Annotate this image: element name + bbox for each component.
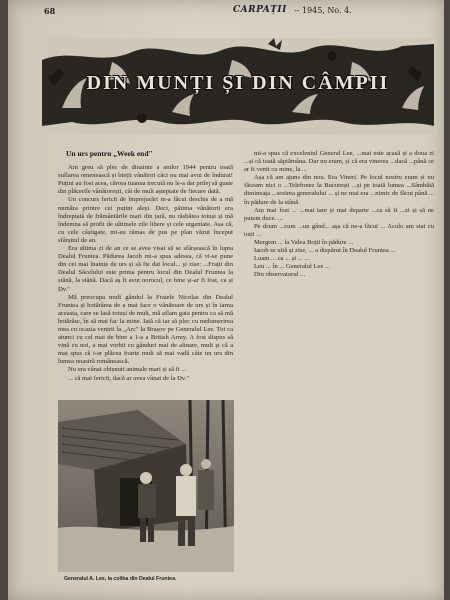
photo-hut-general: [58, 400, 234, 572]
page-number: 68: [44, 6, 56, 16]
photo-caption: Generalul A. Lee, la coliba din Dealul Fruntea.: [64, 576, 177, 582]
paragraph: Nu era vânat obișnuit animale mari și să fi ...: [68, 366, 187, 374]
running-head: [18, 6, 434, 20]
paragraph: Un concurs fericit de împrejurări m-a făcut deschis de a mă număra printre cei puțini aleși. Deci, pătima vânătorii era îndreptată de frământările mari din țară, nu răsbătea totuși și mă îndemna să profit de ultimele zile libere și cele urgentate. Așa că, cu cele câștigate, mi-au rămas de pus pe plan văzut început sfârșitul de an.: [58, 196, 233, 244]
paragraph: Așa că am ajuns din nou. Era Vineri. Pe locul nostru eram și nu făceam nici o ...Telefonez la București ...și pe toată lumea ...Sâmbătă dimineața ...sosirea generalului ... și ne mai era ...nimic de făcut până ... în pădure de la stână.: [244, 174, 434, 206]
paragraph: Iacob se uită și zise, ... a dispărut în Dealul Fruntea ...: [254, 247, 396, 255]
banner-title: DIN MUNȚI ȘI DIN CÂMPII: [86, 72, 390, 94]
section-banner: [42, 38, 434, 134]
paragraph: Era ultima zi de an ce se avea visat să se sfârșească în lupta Dealul Fruntea. Pădurea Jacob mi-a spus adesea, că vi-se pune din cei mai înainte de urs și să fie dat locul... și zise: ...Frații din Dealul Săcelului este prima pentru locul din Dealul Fruntea la stână, la stână. Dacă aș fi avut norocul, ce bine și-ar fi fost, ca și Dv.": [58, 245, 233, 293]
paragraph: Leu ... în ... Generalul Lee ...: [254, 263, 330, 271]
paragraph: Luam ... ca ... și ... ...: [254, 255, 310, 263]
article-column-left: [58, 150, 233, 395]
photo-illustration: [58, 400, 234, 572]
magazine-page: [8, 0, 444, 600]
paragraph: Am greu să plec de dinainte a anilor 1944 pentru toată suflarea omenească și bieții vânători căci nu mai avui de îndurat! Puțini au fost acea, cărora tuanna trecută nu le-a dat prilej să guste din plăcerile vânătorești, cât de mult așteptate de fiecare dată.: [58, 164, 233, 196]
issue-date: -- 1945, No. 4.: [294, 6, 352, 15]
paragraph: Mergem ... la Valea Boții în pădure ...: [254, 239, 354, 247]
article-title: Un urs pentru „Week end": [66, 150, 153, 158]
paragraph: Mă preocupa mult gândul la Fratele Nicolae din Dealul Fruntea și hotărârea de a mai face o vânătoare de urs și în iarna aceasta, care se lasă totuși de mult, mă aflam gata pentru ca să mă hotărăsc, în să mai fac la mine. Iată că iar să plec cu nedumerirea mea cu ocazia venirii la „Arc" la Brașov pe Generalul Lee. Tot ca atunci cu cel mai de bine a 1-a a British Army. A fost dispus să vină cu noi, a mai vorbit cu gânduri mai de alinare, mult și că a mai spus că i-ar plăcea foarte mult să mai vadă câte un urs din lumea noastră românească.: [58, 293, 233, 366]
paragraph: Am mai fost ... ...mai tare și mai departe ...ca să fi ...zi și să ne putem duce. ...: [244, 206, 434, 222]
paragraph: Pe drum ...cum ...un gând... așa că ne-a făcut ... Acolo am stat cu toții ...: [244, 222, 434, 238]
paragraph: mi-a spus că excelentul General Lee, ...mai este acasă și a doua zi ...și că toată săptămâna. Dar nu eram, și că era vinerea ...dacă ...până ce ar fi venit cu mine, la ...: [244, 150, 434, 174]
paragraph: Din observatorul ...: [254, 271, 306, 279]
journal-title: CARPAȚII: [233, 5, 287, 15]
article-column-right: [244, 150, 434, 590]
paragraph: ... că mai fericit, dacă ar avea vânat de la Dv.": [68, 374, 190, 382]
